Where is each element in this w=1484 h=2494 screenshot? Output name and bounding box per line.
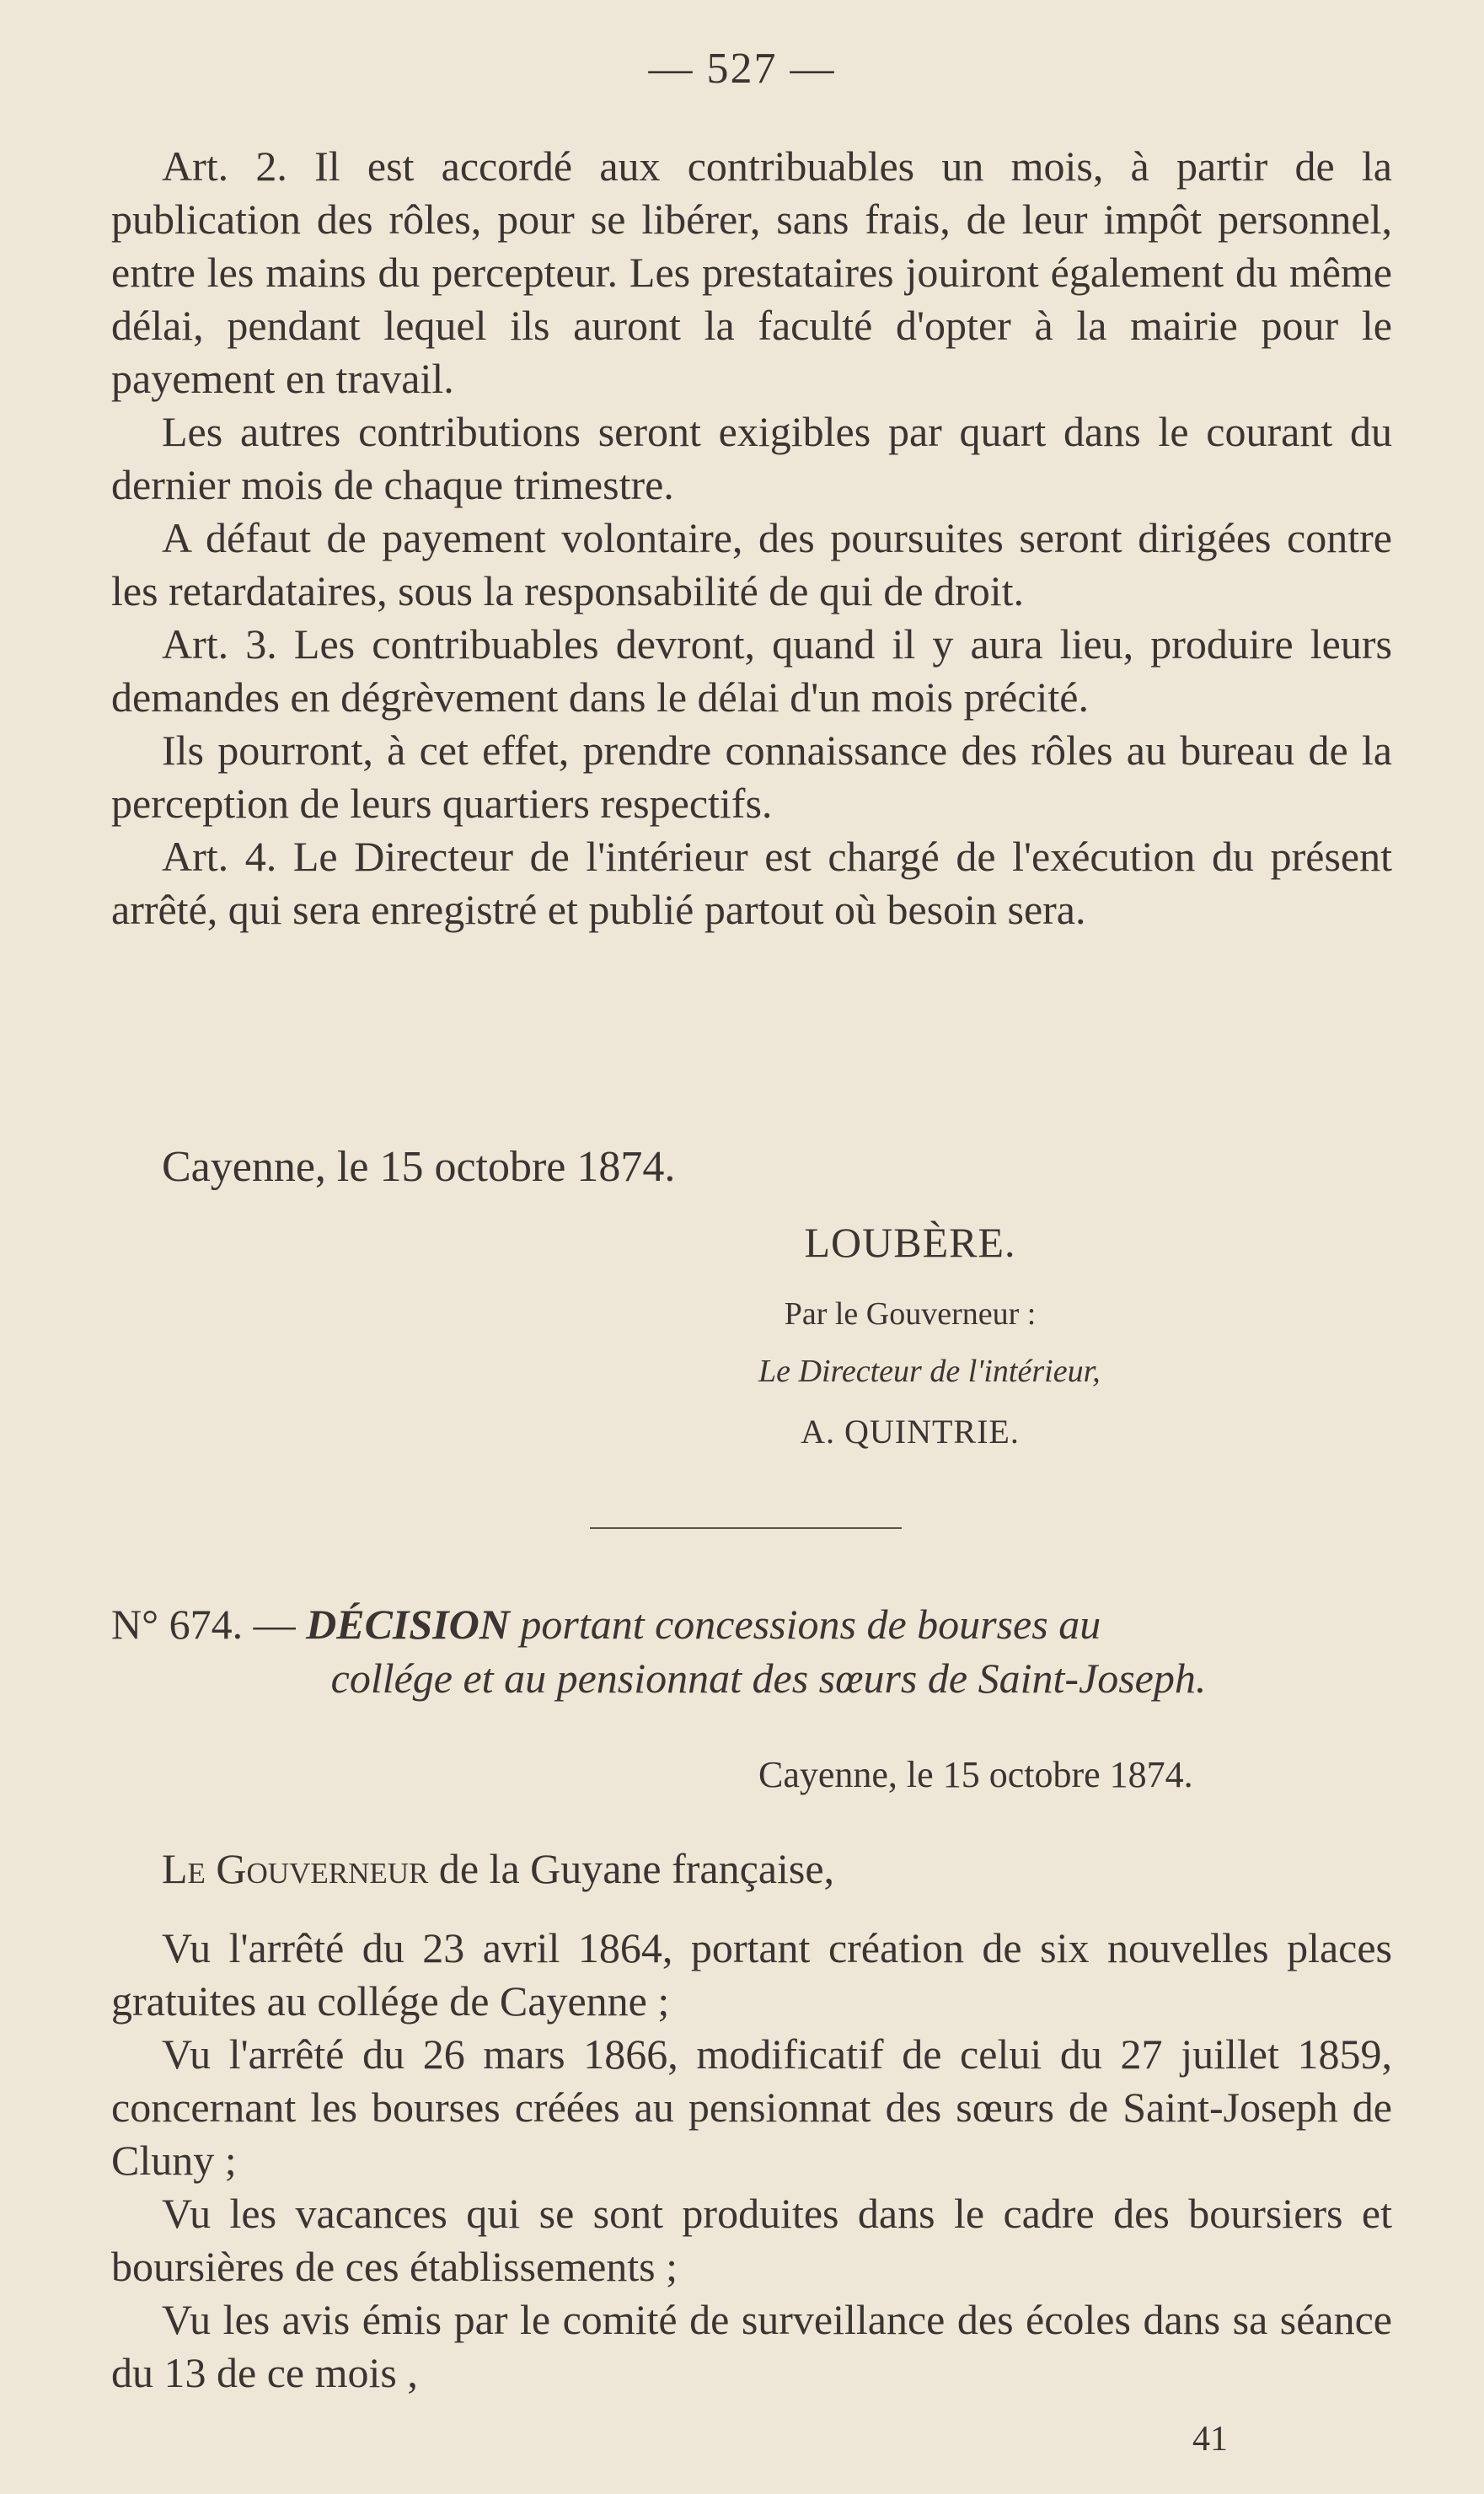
paragraph: Art. 2. Il est accordé aux contribuables un mois, à partir de la publication des rôles, pour se libérer, sans frais, de leur impôt personnel, entre les mains du percepteur. Les prestataires jouiront également du même délai, pendant lequel ils auront la faculté d'opter à la mairie pour le payement en travail.: [111, 142, 1392, 402]
decision-label: DÉCISION: [306, 1601, 510, 1648]
paragraph: Vu les vacances qui se sont produites dans le cadre des boursiers et boursières de ces établissements ;: [111, 2190, 1392, 2290]
paragraph: Vu l'arrêté du 23 avril 1864, portant création de six nouvelles places gratuites au collége de Cayenne ;: [111, 1924, 1392, 2025]
governor-rest: de la Guyane française,: [428, 1845, 835, 1892]
signature-par: Par le Gouverneur :: [784, 1296, 1037, 1332]
governor-line: [162, 1844, 834, 1893]
place-date: Cayenne, le 15 octobre 1874.: [162, 1143, 676, 1191]
decision-number: N° 674. —: [111, 1601, 307, 1648]
decision-heading: [111, 1597, 1392, 1705]
signature-title: Le Directeur de l'intérieur,: [758, 1354, 1101, 1389]
page-number: — 527 —: [648, 45, 836, 93]
decision-subject-line2: collége et au pensionnat des sœurs de Saint-Joseph.: [330, 1655, 1207, 1702]
decision-subject-line1: portant concessions de bourses au: [509, 1601, 1101, 1648]
paragraph: Vu l'arrêté du 26 mars 1866, modificatif de celui du 27 juillet 1859, concernant les bourses créées au pensionnat des sœurs de Saint-Joseph de Cluny ;: [111, 2030, 1392, 2184]
signature-name: LOUBÈRE.: [804, 1219, 1016, 1266]
paragraph: Vu les avis émis par le comité de surveillance des écoles dans sa séance du 13 de ce mois ,: [111, 2296, 1392, 2396]
paragraph: Les autres contributions seront exigibles par quart dans le courant du dernier mois de chaque trimestre.: [111, 408, 1392, 508]
considerations-section: [111, 1922, 1392, 2400]
paragraph: Art. 4. Le Directeur de l'intérieur est chargé de l'exécution du présent arrêté, qui sera enregistré et publié partout où besoin sera.: [111, 833, 1392, 933]
signature-director: A. QUINTRIE.: [801, 1413, 1020, 1451]
paragraph: Ils pourront, à cet effet, prendre connaissance des rôles au bureau de la perception de leurs quartiers respectifs.: [111, 727, 1392, 827]
governor-prefix: Le Gouverneur: [162, 1845, 429, 1892]
articles-section: [111, 140, 1392, 936]
section-divider: [590, 1527, 902, 1529]
paragraph: A défaut de payement volontaire, des poursuites seront dirigées contre les retardataires, sous la responsabilité de qui de droit.: [111, 514, 1392, 614]
paragraph: Art. 3. Les contribuables devront, quand il y aura lieu, produire leurs demandes en dégrèvement dans le délai d'un mois précité.: [111, 620, 1392, 721]
signature-mark: 41: [1192, 2420, 1228, 2459]
decision-date: Cayenne, le 15 octobre 1874.: [758, 1754, 1193, 1795]
